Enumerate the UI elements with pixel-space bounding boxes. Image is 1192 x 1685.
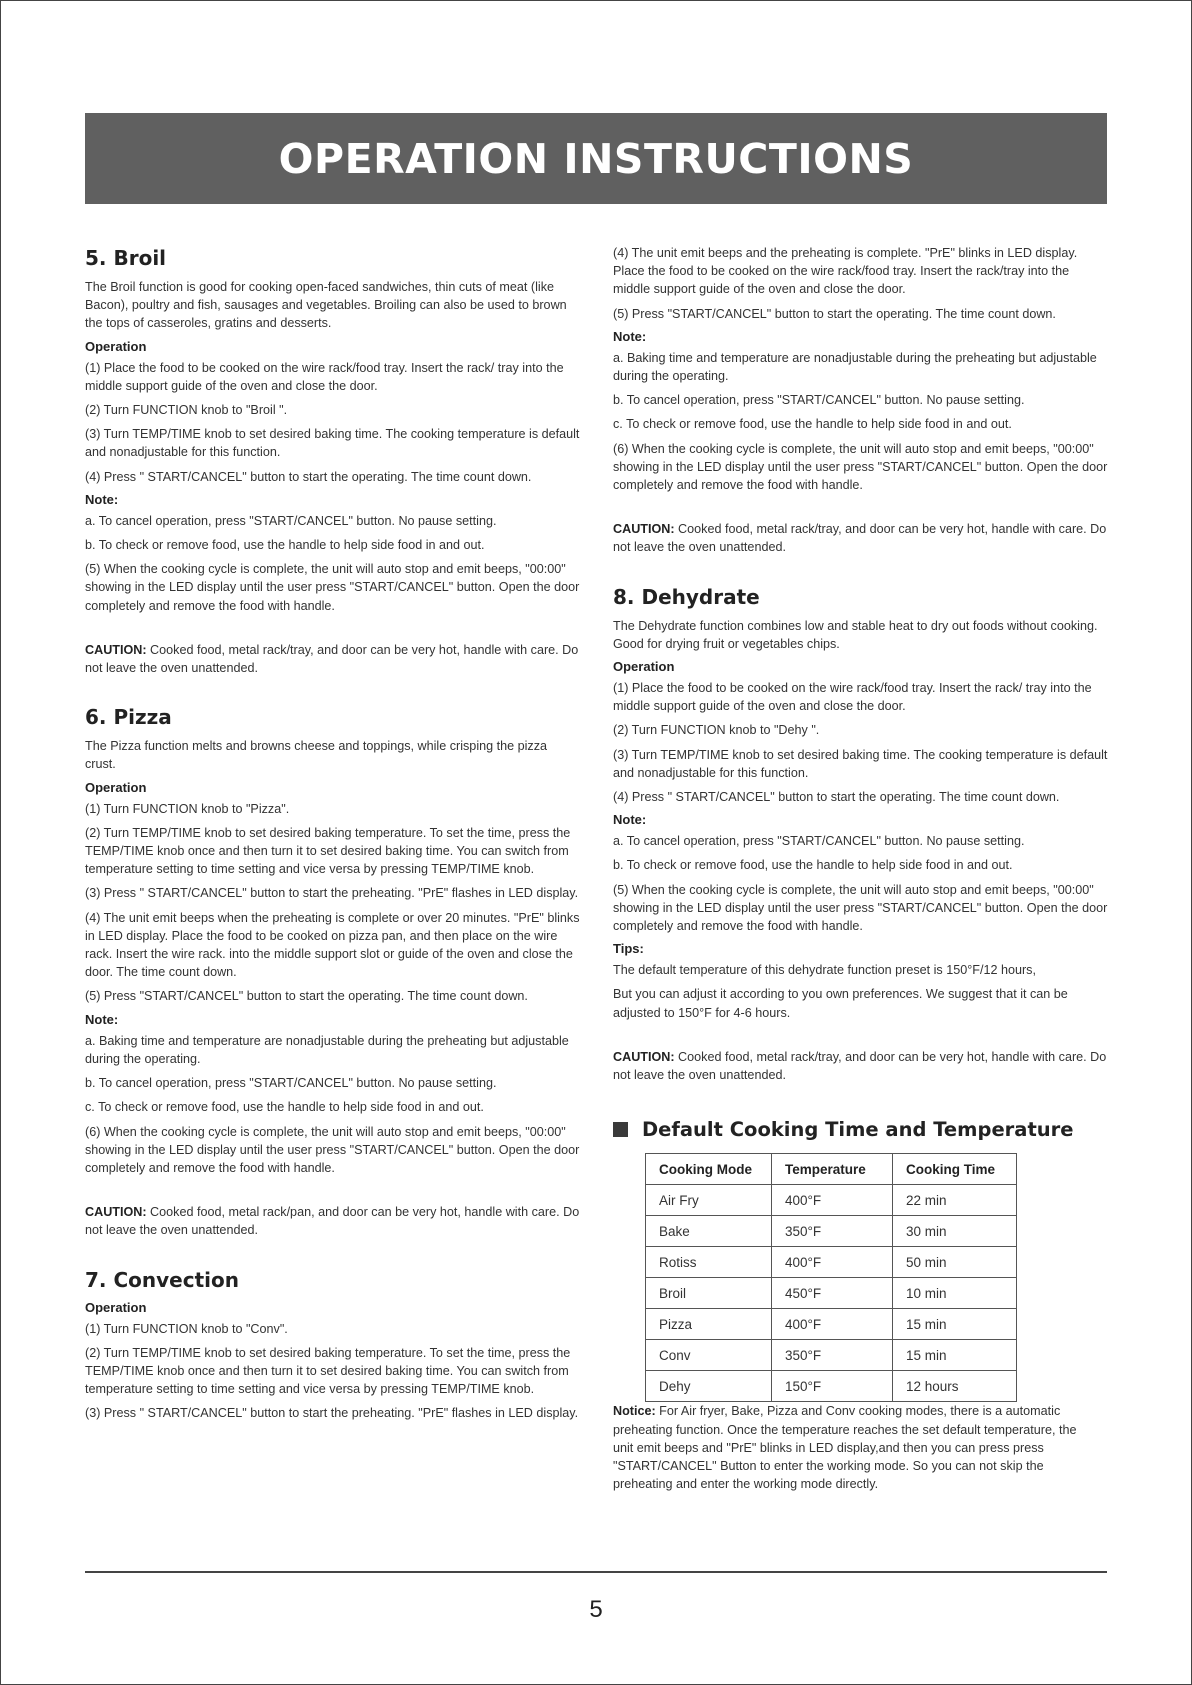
caution-text: Cooked food, metal rack/tray, and door can be very hot, handle with care. Do not leave the oven unattended.: [85, 642, 579, 676]
table-row: [646, 1185, 1017, 1216]
step: (2) Turn TEMP/TIME knob to set desired baking temperature. To set the time, press the TEMP/TIME knob once and then turn it to set desired baking time. You can switch from temperature setting to time setting and vice versa by pressing TEMP/TIME knob.: [85, 825, 571, 877]
table-row: [646, 1371, 1017, 1402]
section-convection: [85, 1268, 580, 1423]
step: (3) Turn TEMP/TIME knob to set desired baking time. The cooking temperature is default and nonadjustable for this function.: [85, 427, 580, 460]
section-heading: 5. Broil: [85, 246, 167, 270]
cell-mode: Pizza: [646, 1309, 772, 1340]
section-pizza: [85, 705, 580, 1239]
operation-label: Operation: [85, 338, 147, 354]
footer-divider: [85, 1571, 1107, 1573]
step: (3) Turn TEMP/TIME knob to set desired baking time. The cooking temperature is default and nonadjustable for this function.: [613, 747, 1108, 780]
note: (6) When the cooking cycle is complete, the unit will auto stop and emit beeps, "00:00" showing in the LED display until the user press "START/CANCEL" button. Open the door completely and remove the food with handle.: [85, 1124, 580, 1175]
tips-label: Tips:: [613, 941, 644, 957]
note: b. To cancel operation, press "START/CANCEL" button. No pause setting.: [613, 393, 1025, 408]
column-header: Temperature: [772, 1154, 893, 1185]
cell-time: 15 min: [893, 1340, 1017, 1371]
note: c. To check or remove food, use the handle to help side food in and out.: [613, 417, 1012, 432]
cell-mode: Bake: [646, 1216, 772, 1247]
note: (5) When the cooking cycle is complete, the unit will auto stop and emit beeps, "00:00" showing in the LED display until the user press "START/CANCEL" button. Open the door completely and remove the food with handle.: [85, 562, 580, 613]
cell-temperature: 350°F: [772, 1216, 893, 1247]
left-column: [85, 246, 580, 1429]
step: (5) Press "START/CANCEL" button to start the operating. The time count down.: [85, 989, 528, 1004]
note-label: Note:: [613, 812, 647, 828]
operation-label: Operation: [85, 1299, 147, 1315]
caution-text: Cooked food, metal rack/pan, and door can be very hot, handle with care. Do not leave the oven unattended.: [85, 1205, 580, 1238]
note: c. To check or remove food, use the handle to help side food in and out.: [85, 1100, 484, 1115]
caution: [85, 1203, 580, 1239]
table-row: [646, 1340, 1017, 1371]
note-label: Note:: [613, 328, 647, 344]
caution-label: CAUTION:: [85, 1205, 147, 1220]
step: (3) Press " START/CANCEL" button to start the preheating. "PrE" flashes in LED display.: [85, 1406, 579, 1421]
step: (4) The unit emit beeps when the preheating is complete or over 20 minutes. "PrE" blinks in LED display. Place the food to be cooked on pizza pan, and then place on the wire rack. Insert the wire rack. into the middle support slot or guide of the oven and close the door. The time count down.: [85, 910, 580, 980]
note: (5) When the cooking cycle is complete, the unit will auto stop and emit beeps, "00:00" showing in the LED display until the user press "START/CANCEL" button. Open the door completely and remove the food with handle.: [613, 882, 1108, 934]
notice: [613, 1402, 1083, 1493]
note: a. To cancel operation, press "START/CANCEL" button. No pause setting.: [613, 834, 1025, 849]
notice-text: For Air fryer, Bake, Pizza and Conv cooking modes, there is a automatic preheating function. Once the temperature reaches the set default temperature, the unit emit beeps and "PrE" blinks in LED display,and then you can press press "START/CANCEL" Button to enter the working mode. So you can not skip the preheating and enter the working mode directly.: [613, 1404, 1077, 1492]
cell-temperature: 400°F: [772, 1247, 893, 1278]
cell-temperature: 350°F: [772, 1340, 893, 1371]
operation-label: Operation: [85, 779, 147, 795]
note: (6) When the cooking cycle is complete, the unit will auto stop and emit beeps, "00:00" showing in the LED display until the user press "START/CANCEL" button. Open the door completely and remove the food with handle.: [613, 441, 1108, 493]
table-row: [646, 1247, 1017, 1278]
section-heading: 7. Convection: [85, 1267, 239, 1292]
section-convection-continued: [613, 244, 1108, 557]
table-row: [646, 1278, 1017, 1309]
operation-label: Operation: [613, 659, 675, 675]
section-intro: The Dehydrate function combines low and stable heat to dry out foods without cooking. Good for drying fruit or vegetables chips.: [613, 618, 1098, 651]
step: (4) Press " START/CANCEL" button to start the operating. The time count down.: [85, 469, 532, 484]
caution: [613, 1048, 1108, 1084]
tip: The default temperature of this dehydrate function preset is 150°F/12 hours,: [613, 963, 1036, 978]
step: (2) Turn TEMP/TIME knob to set desired baking temperature. To set the time, press the TEMP/TIME knob once and then turn it to set desired baking time. You can switch from temperature setting to time setting and vice versa by pressing TEMP/TIME knob.: [85, 1345, 571, 1397]
title-banner: [85, 113, 1107, 204]
step: (1) Place the food to be cooked on the wire rack/food tray. Insert the rack/ tray into the middle support guide of the oven and close the door.: [613, 681, 1092, 714]
section-intro: The Pizza function melts and browns cheese and toppings, while crisping the pizza crust.: [85, 739, 548, 772]
step: (3) Press " START/CANCEL" button to start the preheating. "PrE" flashes in LED display.: [85, 886, 579, 901]
notice-label: Notice:: [613, 1404, 656, 1419]
note: a. Baking time and temperature are nonadjustable during the preheating but adjustable during the operating.: [613, 350, 1097, 384]
step: (4) The unit emit beeps and the preheating is complete. "PrE" blinks in LED display. Place the food to be cooked on the wire rack/food tray. Insert the rack/tray into the middle support guide of the oven and close the door.: [613, 246, 1078, 297]
cell-mode: Rotiss: [646, 1247, 772, 1278]
page-title: OPERATION INSTRUCTIONS: [278, 134, 914, 183]
note: b. To check or remove food, use the handle to help side food in and out.: [613, 858, 1013, 873]
cell-time: 10 min: [893, 1278, 1017, 1309]
table-row: [646, 1309, 1017, 1340]
note: b. To check or remove food, use the handle to help side food in and out.: [85, 538, 485, 553]
cell-mode: Air Fry: [646, 1185, 772, 1216]
note: b. To cancel operation, press "START/CANCEL" button. No pause setting.: [85, 1076, 497, 1091]
cell-mode: Dehy: [646, 1371, 772, 1402]
note: a. Baking time and temperature are nonadjustable during the preheating but adjustable during the operating.: [85, 1033, 569, 1066]
step: (2) Turn FUNCTION knob to "Broil ".: [85, 403, 288, 418]
caution-label: CAUTION:: [613, 1049, 675, 1064]
cell-time: 15 min: [893, 1309, 1017, 1340]
cell-time: 30 min: [893, 1216, 1017, 1247]
cell-temperature: 400°F: [772, 1185, 893, 1216]
step: (2) Turn FUNCTION knob to "Dehy ".: [613, 723, 820, 738]
section-heading: 6. Pizza: [85, 705, 172, 730]
caution: [85, 641, 580, 677]
cell-time: 12 hours: [893, 1371, 1017, 1402]
column-header: Cooking Mode: [646, 1154, 772, 1185]
square-bullet-icon: [613, 1122, 628, 1137]
section-broil: [85, 246, 580, 677]
column-header: Cooking Time: [893, 1154, 1017, 1185]
right-column: [613, 244, 1108, 1499]
table-title: Default Cooking Time and Temperature: [642, 1118, 1074, 1142]
section-intro: The Broil function is good for cooking open-faced sandwiches, thin cuts of meat (like Bacon), poultry and fish, sausages and vegetables. Broiling can also be used to brown the tops of casseroles, gratins and desserts.: [85, 280, 567, 331]
caution-label: CAUTION:: [85, 642, 147, 657]
caution-text: Cooked food, metal rack/tray, and door can be very hot, handle with care. Do not leave the oven unattended.: [613, 522, 1107, 555]
cell-time: 50 min: [893, 1247, 1017, 1278]
cell-mode: Broil: [646, 1278, 772, 1309]
cell-time: 22 min: [893, 1185, 1017, 1216]
page-number: 5: [589, 1596, 603, 1623]
step: (1) Turn FUNCTION knob to "Conv".: [85, 1321, 288, 1336]
cooking-table: [645, 1153, 1017, 1402]
step: (1) Place the food to be cooked on the wire rack/food tray. Insert the rack/ tray into the middle support guide of the oven and close the door.: [85, 360, 564, 393]
step: (1) Turn FUNCTION knob to "Pizza".: [85, 801, 290, 816]
cell-mode: Conv: [646, 1340, 772, 1371]
section-dehydrate: [613, 585, 1108, 1085]
cell-temperature: 150°F: [772, 1371, 893, 1402]
section-default-table: [613, 1118, 1108, 1493]
note-label: Note:: [85, 1011, 119, 1027]
note-label: Note:: [85, 491, 119, 507]
table-header-row: [646, 1154, 1017, 1185]
cell-temperature: 400°F: [772, 1309, 893, 1340]
step: (4) Press " START/CANCEL" button to start the operating. The time count down.: [613, 790, 1060, 805]
step: (5) Press "START/CANCEL" button to start the operating. The time count down.: [613, 306, 1056, 321]
cell-temperature: 450°F: [772, 1278, 893, 1309]
table-heading: [613, 1118, 1108, 1141]
caution: [613, 520, 1108, 556]
caution-label: CAUTION:: [613, 522, 675, 537]
tip: But you can adjust it according to you own preferences. We suggest that it can be adjusted to 150°F for 4-6 hours.: [613, 987, 1068, 1020]
section-heading: 8. Dehydrate: [613, 584, 760, 609]
note: a. To cancel operation, press "START/CANCEL" button. No pause setting.: [85, 513, 497, 528]
table-row: [646, 1216, 1017, 1247]
caution-text: Cooked food, metal rack/tray, and door can be very hot, handle with care. Do not leave the oven unattended.: [613, 1049, 1107, 1083]
